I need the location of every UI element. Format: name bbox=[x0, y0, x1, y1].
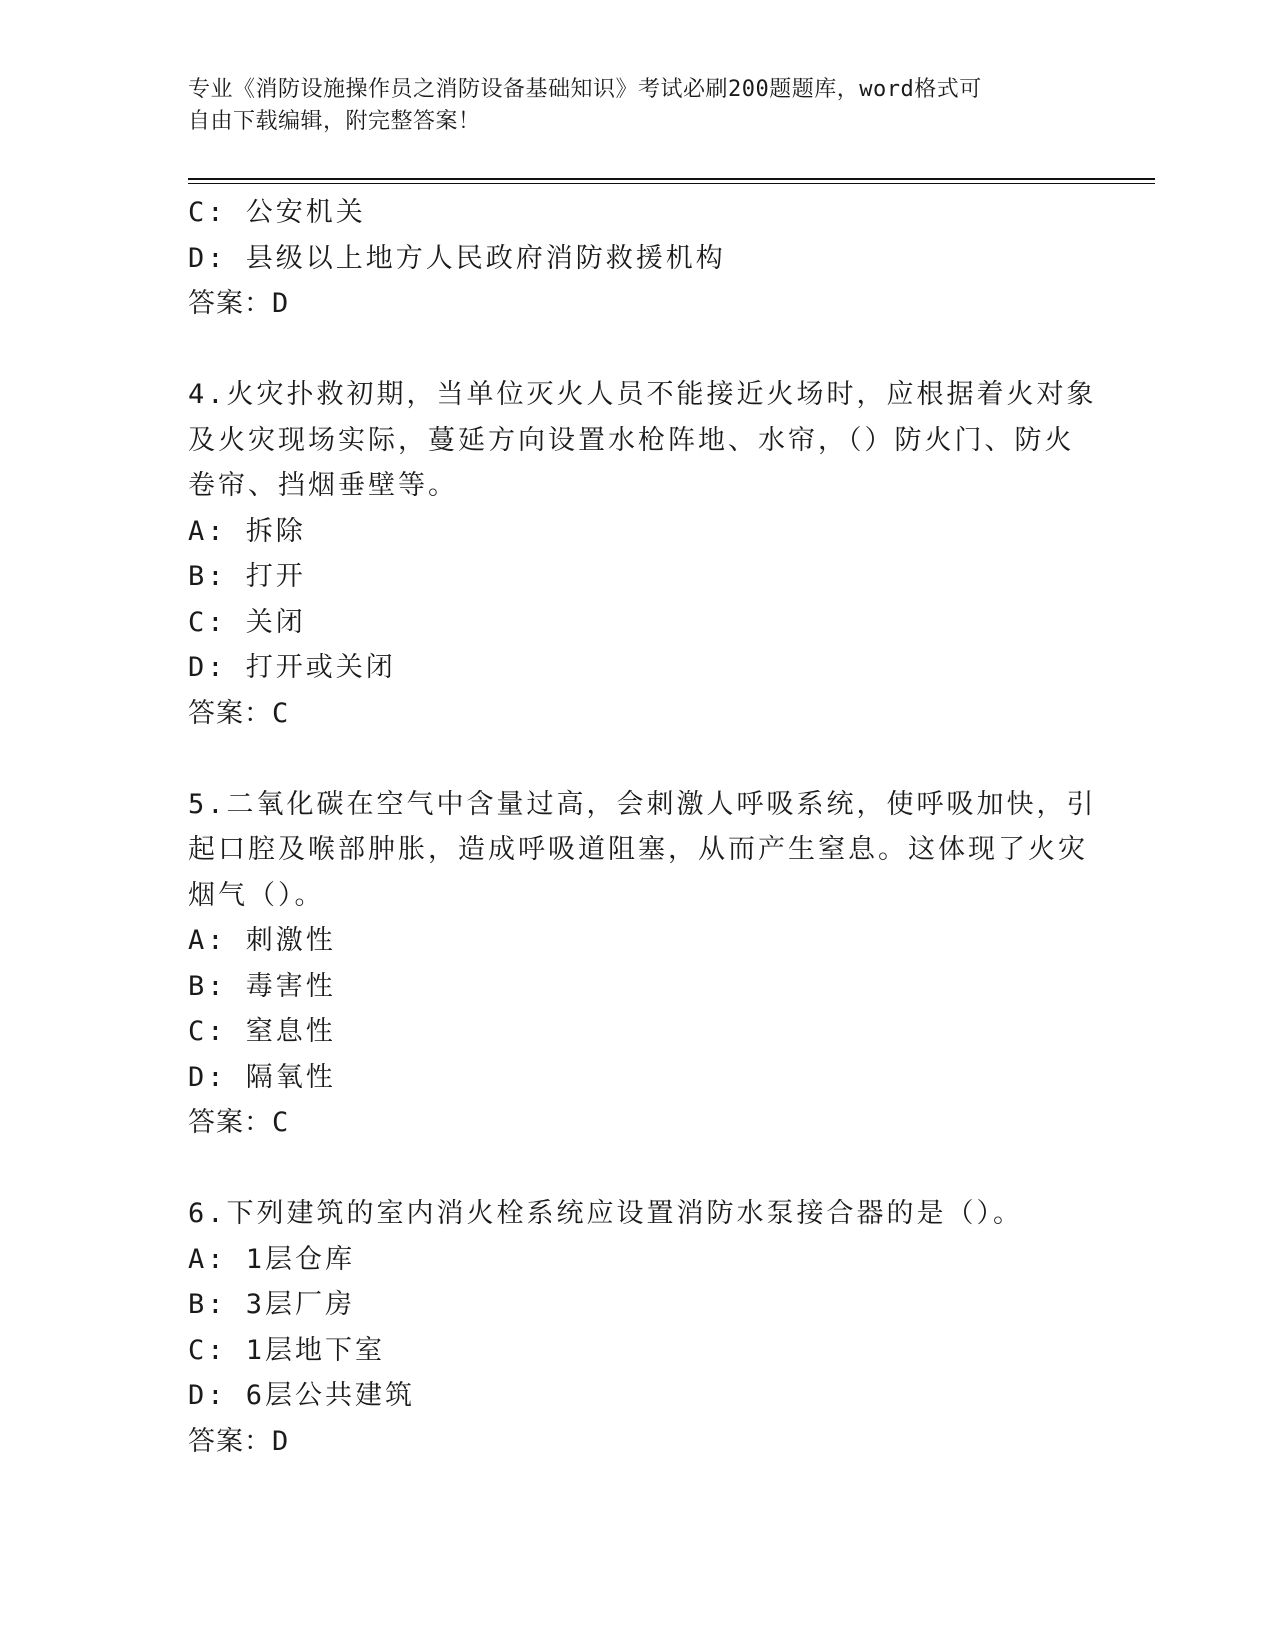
spacer bbox=[188, 1146, 1068, 1191]
option-b: B: 3层厂房 bbox=[188, 1289, 356, 1320]
option-b: B: 打开 bbox=[188, 561, 306, 592]
question-5 bbox=[188, 782, 1097, 1147]
spacer bbox=[188, 327, 1068, 372]
option-c: C: 窒息性 bbox=[188, 1016, 336, 1047]
header-divider bbox=[188, 178, 1155, 184]
question-6 bbox=[188, 1191, 1068, 1465]
answer-line: 答案：C bbox=[188, 1107, 290, 1138]
question-text-line: 烟气（）。 bbox=[188, 879, 325, 911]
option-d: D: 隔氧性 bbox=[188, 1061, 336, 1093]
question-text-line: 5.二氧化碳在空气中含量过高，会刺激人呼吸系统，使呼吸加快，引 bbox=[188, 788, 1097, 820]
option-d: D: 县级以上地方人民政府消防救援机构 bbox=[188, 242, 726, 274]
question-text-line: 6.下列建筑的室内消火栓系统应设置消防水泵接合器的是（）。 bbox=[188, 1198, 1024, 1229]
answer-line: 答案：D bbox=[188, 288, 290, 319]
document-header bbox=[188, 74, 1068, 138]
option-c: C: 1层地下室 bbox=[188, 1334, 386, 1366]
question-text-line: 起口腔及喉部肿胀，造成呼吸道阻塞，从而产生窒息。这体现了火灾 bbox=[188, 834, 1088, 865]
option-a: A: 刺激性 bbox=[188, 925, 336, 956]
answer-line: 答案：C bbox=[188, 697, 290, 729]
question-4 bbox=[188, 372, 1097, 737]
header-line-1: 专业《消防设施操作员之消防设备基础知识》考试必刷200题题库，word格式可 bbox=[188, 77, 982, 102]
option-d: D: 6层公共建筑 bbox=[188, 1380, 416, 1411]
option-c: C: 关闭 bbox=[188, 606, 306, 638]
question-text-line: 4.火灾扑救初期，当单位灭火人员不能接近火场时，应根据着火对象 bbox=[188, 379, 1097, 410]
continued-question bbox=[188, 190, 1068, 327]
option-a: A: 拆除 bbox=[188, 515, 306, 547]
option-c: C: 公安机关 bbox=[188, 197, 366, 228]
option-d: D: 打开或关闭 bbox=[188, 652, 396, 683]
option-b: B: 毒害性 bbox=[188, 970, 336, 1002]
question-list bbox=[188, 190, 1097, 1465]
answer-line: 答案：D bbox=[188, 1425, 290, 1457]
option-a: A: 1层仓库 bbox=[188, 1243, 356, 1275]
spacer bbox=[188, 737, 1068, 782]
question-text-line: 及火灾现场实际，蔓延方向设置水枪阵地、水帘，（）防火门、防火 bbox=[188, 424, 1075, 456]
question-text-line: 卷帘、挡烟垂壁等。 bbox=[188, 470, 458, 501]
header-line-2: 自由下载编辑，附完整答案！ bbox=[188, 109, 481, 134]
